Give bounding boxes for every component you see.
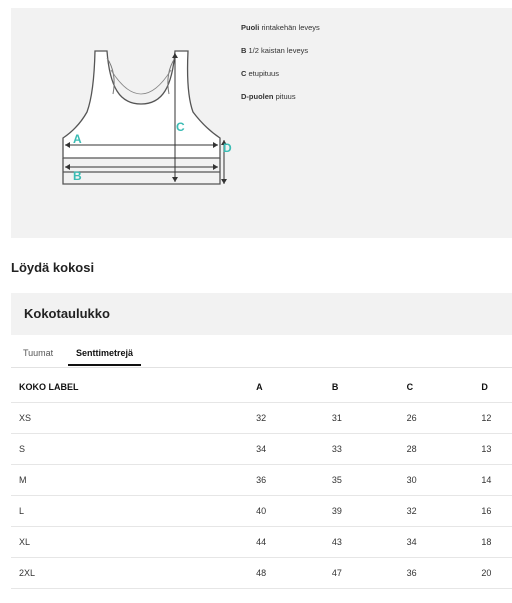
legend-text: pituus xyxy=(275,92,296,101)
table-row xyxy=(11,558,512,589)
table-cell: 34 xyxy=(407,527,482,558)
legend-key: C xyxy=(241,69,247,78)
label-a: A xyxy=(73,132,82,146)
table-cell: 40 xyxy=(256,496,332,527)
label-c: C xyxy=(176,120,185,134)
legend-item-c xyxy=(241,69,320,92)
table-cell: 32 xyxy=(407,496,482,527)
table-row xyxy=(11,527,512,558)
size-label-cell: 2XL xyxy=(11,558,256,589)
table-cell: 43 xyxy=(332,527,407,558)
tab-centimeters[interactable]: Senttimetrejä xyxy=(68,342,141,366)
unit-tabs xyxy=(11,342,512,368)
size-label-cell: XL xyxy=(11,527,256,558)
table-cell: 36 xyxy=(407,558,482,589)
table-cell: 31 xyxy=(332,403,407,434)
table-cell: 44 xyxy=(256,527,332,558)
table-cell: 28 xyxy=(407,434,482,465)
size-table xyxy=(11,372,512,589)
table-cell: 33 xyxy=(332,434,407,465)
table-cell: 36 xyxy=(256,465,332,496)
table-cell: 35 xyxy=(332,465,407,496)
size-label-cell: M xyxy=(11,465,256,496)
tab-inches[interactable]: Tuumat xyxy=(23,348,54,358)
size-label-cell: L xyxy=(11,496,256,527)
label-b: B xyxy=(73,169,82,183)
column-header: A xyxy=(256,372,332,403)
legend-key: D-puolen xyxy=(241,92,274,101)
legend-key: Puoli xyxy=(241,23,260,32)
size-chart-title: Kokotaulukko xyxy=(24,306,110,321)
table-cell: 12 xyxy=(481,403,512,434)
table-cell: 34 xyxy=(256,434,332,465)
size-label-cell: S xyxy=(11,434,256,465)
label-d: D xyxy=(223,141,232,155)
table-row xyxy=(11,434,512,465)
legend-text: etupituus xyxy=(248,69,279,78)
column-header: C xyxy=(407,372,482,403)
column-header: D xyxy=(481,372,512,403)
table-cell: 39 xyxy=(332,496,407,527)
table-cell: 48 xyxy=(256,558,332,589)
measurement-legend xyxy=(241,23,320,115)
table-cell: 47 xyxy=(332,558,407,589)
table-cell: 30 xyxy=(407,465,482,496)
table-row xyxy=(11,465,512,496)
table-cell: 26 xyxy=(407,403,482,434)
legend-item-b xyxy=(241,46,320,69)
table-row xyxy=(11,403,512,434)
table-header-row xyxy=(11,372,512,403)
legend-text: rintakehän leveys xyxy=(261,23,320,32)
table-cell: 13 xyxy=(481,434,512,465)
legend-item-a xyxy=(241,23,320,46)
legend-item-d xyxy=(241,92,320,115)
section-heading: Löydä kokosi xyxy=(11,260,95,275)
column-header: B xyxy=(332,372,407,403)
table-cell: 16 xyxy=(481,496,512,527)
table-row xyxy=(11,496,512,527)
sports-bra-diagram xyxy=(45,48,235,198)
table-cell: 20 xyxy=(481,558,512,589)
table-cell: 32 xyxy=(256,403,332,434)
column-header: KOKO LABEL xyxy=(11,372,256,403)
legend-text: 1/2 kaistan leveys xyxy=(248,46,309,55)
size-chart-header xyxy=(11,293,512,335)
size-label-cell: XS xyxy=(11,403,256,434)
table-cell: 14 xyxy=(481,465,512,496)
legend-key: B xyxy=(241,46,247,55)
measurement-guide-panel xyxy=(11,8,512,238)
table-cell: 18 xyxy=(481,527,512,558)
